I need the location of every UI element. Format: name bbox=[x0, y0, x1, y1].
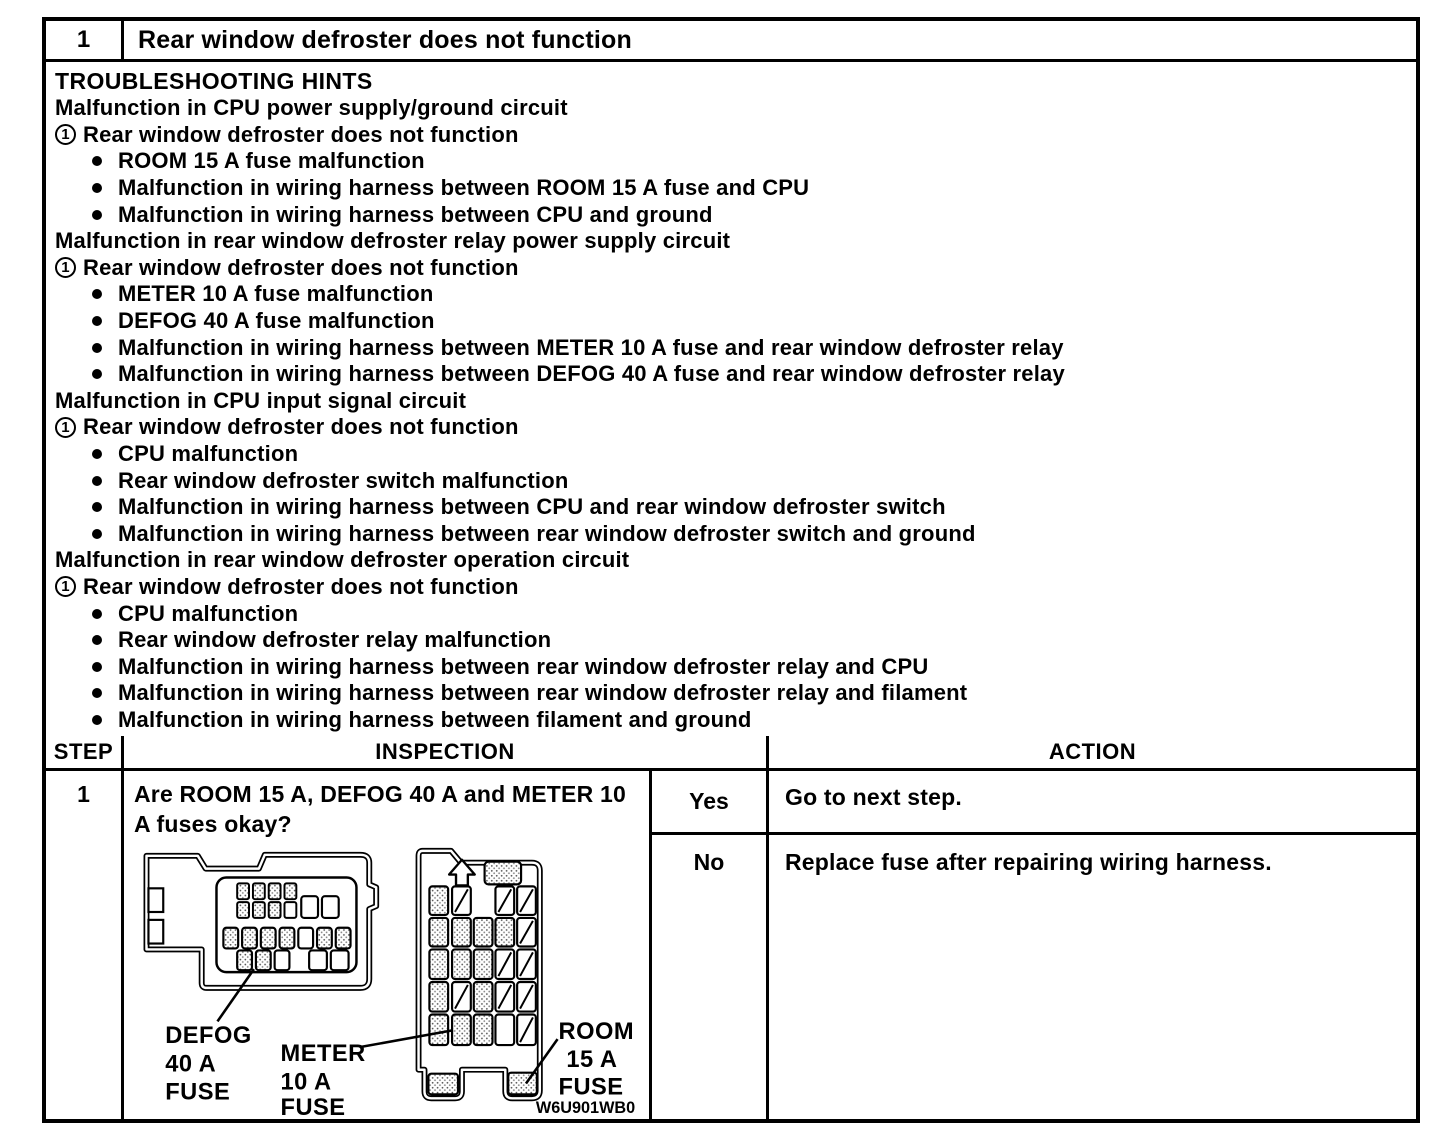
hints-heading: TROUBLESHOOTING HINTS bbox=[55, 68, 373, 94]
action-column bbox=[769, 771, 1416, 1119]
hint-line-bullet bbox=[55, 627, 1406, 654]
hint-line-bullet bbox=[55, 600, 1406, 627]
hints-section bbox=[46, 62, 1416, 736]
hint-text: Malfunction in wiring harness between filament and ground bbox=[118, 706, 752, 732]
inspection-cell bbox=[124, 771, 652, 1119]
hint-line-bullet bbox=[55, 494, 1406, 521]
hint-line-bullet bbox=[55, 521, 1406, 548]
inspection-question: Are ROOM 15 A, DEFOG 40 A and METER 10 A fuses okay? bbox=[134, 781, 626, 837]
hint-text: Malfunction in wiring harness between ROOM 15 A fuse and CPU bbox=[118, 175, 810, 201]
hint-text: Rear window defroster switch malfunction bbox=[118, 467, 569, 493]
figure-code: W6U901WB0 bbox=[535, 1099, 636, 1118]
hint-line-bullet bbox=[55, 441, 1406, 468]
hint-text: Malfunction in rear window defroster relay power supply circuit bbox=[55, 228, 731, 254]
troubleshooting-document bbox=[42, 17, 1420, 1123]
hint-text: Malfunction in CPU power supply/ground circuit bbox=[55, 95, 568, 121]
answer-column bbox=[652, 771, 769, 1119]
hint-text: Malfunction in wiring harness between rear window defroster relay and filament bbox=[118, 680, 968, 706]
hint-text: ROOM 15 A fuse malfunction bbox=[118, 148, 425, 174]
hint-line-circled bbox=[55, 414, 1406, 441]
svg-text:FUSE: FUSE bbox=[280, 1095, 346, 1119]
hint-line-circled bbox=[55, 122, 1406, 149]
bullet-icon bbox=[92, 316, 102, 326]
hint-line-circled bbox=[55, 574, 1406, 601]
action-no-cell: Replace fuse after repairing wiring harness. bbox=[785, 849, 1272, 875]
defog-fuse-label bbox=[165, 1023, 252, 1105]
page-title: Rear window defroster does not function bbox=[138, 25, 632, 54]
bullet-icon bbox=[92, 688, 102, 698]
hint-text: Malfunction in CPU input signal circuit bbox=[55, 387, 467, 413]
bullet-icon bbox=[92, 449, 102, 459]
hint-line-bullet bbox=[55, 281, 1406, 308]
bullet-icon bbox=[92, 476, 102, 486]
bullet-icon bbox=[92, 609, 102, 619]
hint-text: DEFOG 40 A fuse malfunction bbox=[118, 308, 435, 334]
room-fuse-label bbox=[559, 1019, 635, 1100]
bullet-icon bbox=[92, 502, 102, 512]
bullet-icon bbox=[92, 289, 102, 299]
svg-text:10 A: 10 A bbox=[280, 1069, 332, 1096]
circled-1-icon: 1 bbox=[55, 124, 76, 145]
steps-table-header bbox=[46, 736, 1416, 771]
bullet-icon bbox=[92, 343, 102, 353]
fuse-box-diagram bbox=[124, 842, 652, 1119]
hint-line-bullet bbox=[55, 175, 1406, 202]
bullet-icon bbox=[92, 210, 102, 220]
step-column-header: STEP bbox=[46, 736, 124, 768]
hint-line-bullet bbox=[55, 680, 1406, 707]
hint-line-bullet bbox=[55, 308, 1406, 335]
hint-text: Rear window defroster does not function bbox=[83, 254, 519, 280]
inspection-column-header: INSPECTION bbox=[124, 736, 769, 768]
hint-line-bullet bbox=[55, 201, 1406, 228]
engine-fuse-box bbox=[146, 855, 376, 988]
hint-text: Rear window defroster relay malfunction bbox=[118, 627, 552, 653]
svg-text:FUSE: FUSE bbox=[165, 1079, 231, 1106]
hint-line-bullet bbox=[55, 653, 1406, 680]
hint-text: Malfunction in wiring harness between DEFOG 40 A fuse and rear window defroster relay bbox=[118, 361, 1065, 387]
svg-text:40 A: 40 A bbox=[165, 1051, 217, 1078]
hints-list bbox=[55, 95, 1406, 733]
action-column-header: ACTION bbox=[1048, 739, 1137, 764]
steps-table-body bbox=[46, 771, 1416, 1119]
hint-line-bullet bbox=[55, 467, 1406, 494]
hint-text: Rear window defroster does not function bbox=[83, 414, 519, 440]
hint-text: CPU malfunction bbox=[118, 600, 299, 626]
bullet-icon bbox=[92, 529, 102, 539]
hint-line-bullet bbox=[55, 334, 1406, 361]
hint-line-plain bbox=[55, 388, 1406, 415]
answer-yes-cell: Yes bbox=[652, 771, 766, 835]
bullet-icon bbox=[92, 156, 102, 166]
bullet-icon bbox=[92, 715, 102, 725]
svg-text:FUSE: FUSE bbox=[558, 1074, 624, 1101]
hint-text: Rear window defroster does not function bbox=[83, 121, 519, 147]
bullet-icon bbox=[92, 369, 102, 379]
answer-no-cell: No bbox=[693, 849, 725, 875]
hint-text: METER 10 A fuse malfunction bbox=[118, 281, 434, 307]
svg-text:15 A: 15 A bbox=[566, 1046, 618, 1073]
svg-text:METER: METER bbox=[280, 1040, 366, 1067]
hint-text: Malfunction in wiring harness between METER 10 A fuse and rear window defroster relay bbox=[118, 334, 1064, 360]
step-number-cell: 1 bbox=[46, 771, 124, 1119]
circled-1-icon: 1 bbox=[55, 576, 76, 597]
hint-text: CPU malfunction bbox=[118, 441, 299, 467]
interior-fuse-box bbox=[419, 851, 540, 1098]
action-yes-cell: Go to next step. bbox=[769, 771, 1416, 835]
page-title-row bbox=[46, 21, 1416, 62]
hint-line-plain bbox=[55, 95, 1406, 122]
svg-text:ROOM: ROOM bbox=[558, 1019, 635, 1046]
hint-text: Malfunction in rear window defroster operation circuit bbox=[55, 547, 630, 573]
bullet-icon bbox=[92, 662, 102, 672]
hint-line-bullet bbox=[55, 361, 1406, 388]
hint-text: Rear window defroster does not function bbox=[83, 573, 519, 599]
hint-text: Malfunction in wiring harness between CPU and rear window defroster switch bbox=[118, 494, 946, 520]
hint-text: Malfunction in wiring harness between CPU and ground bbox=[118, 201, 713, 227]
hint-line-bullet bbox=[55, 148, 1406, 175]
hint-line-plain bbox=[55, 547, 1406, 574]
bullet-icon bbox=[92, 183, 102, 193]
hint-line-plain bbox=[55, 228, 1406, 255]
bullet-icon bbox=[92, 635, 102, 645]
circled-1-icon: 1 bbox=[55, 417, 76, 438]
hint-text: Malfunction in wiring harness between rear window defroster relay and CPU bbox=[118, 653, 929, 679]
hint-line-bullet bbox=[55, 707, 1406, 734]
hint-line-circled bbox=[55, 255, 1406, 282]
circled-1-icon: 1 bbox=[55, 257, 76, 278]
svg-text:DEFOG: DEFOG bbox=[165, 1023, 252, 1050]
trouble-number-cell: 1 bbox=[46, 21, 124, 59]
hint-text: Malfunction in wiring harness between rear window defroster switch and ground bbox=[118, 520, 976, 546]
meter-fuse-label bbox=[281, 1041, 366, 1119]
